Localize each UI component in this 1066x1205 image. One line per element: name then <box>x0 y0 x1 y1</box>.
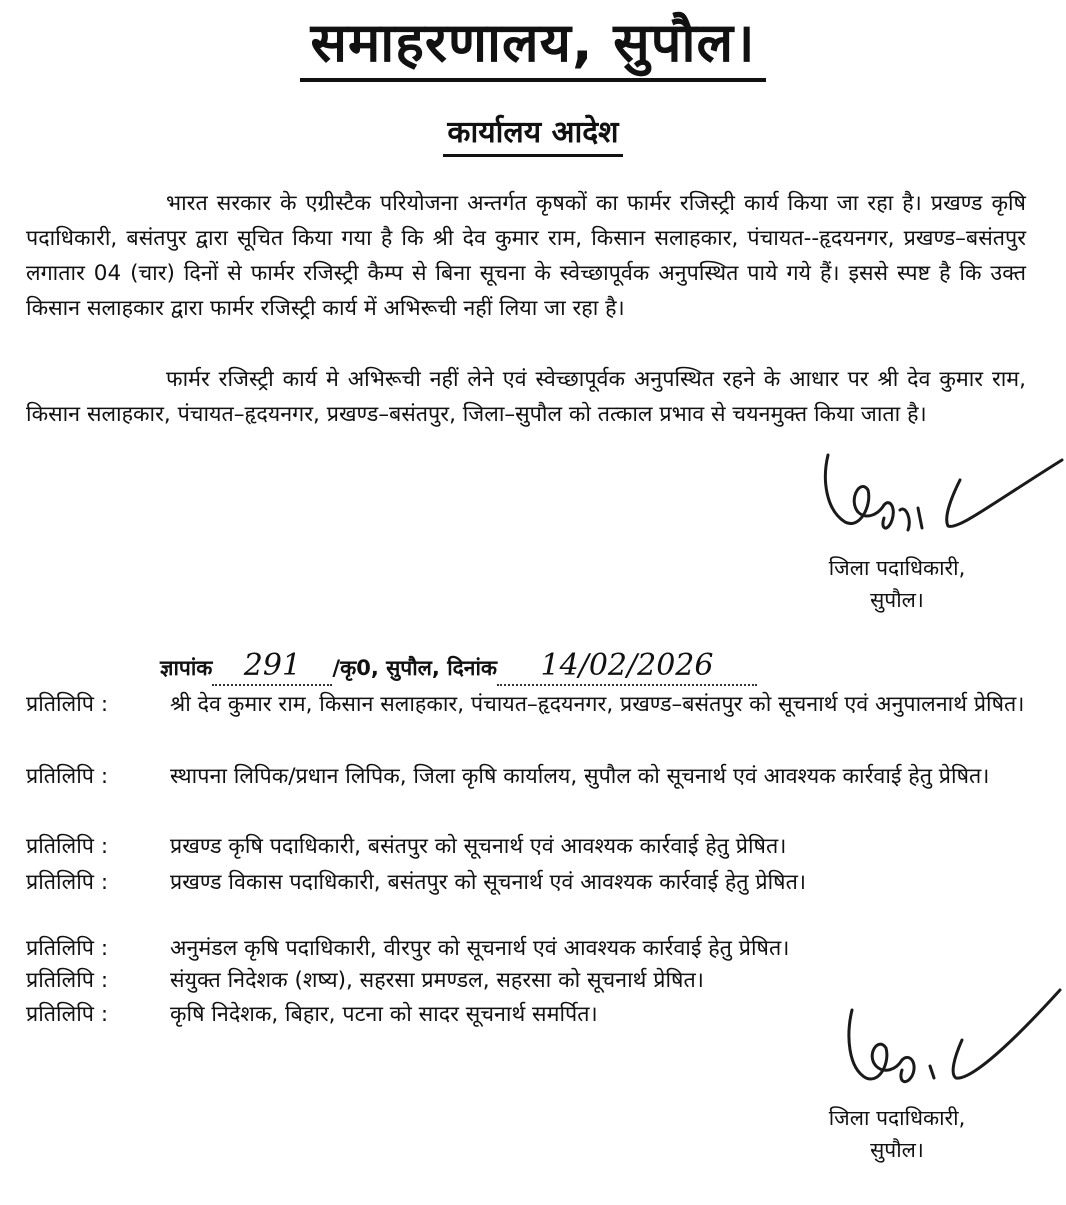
office-heading <box>0 8 1066 82</box>
memo-number: 291 <box>212 648 332 686</box>
copy-text: अनुमंडल कृषि पदाधिकारी, वीरपुर को सूचनार्थ एवं आवश्यक कार्रवाई हेतु प्रेषित। <box>170 936 790 961</box>
copy-item <box>26 830 1026 863</box>
signature-1-stroke <box>825 455 884 524</box>
signatory-designation: जिला पदाधिकारी, <box>828 556 966 580</box>
memo-date: 14/02/2026 <box>497 648 757 686</box>
signature-1-mark-b <box>918 508 922 528</box>
order-paragraph-1: भारत सरकार के एग्रीस्टैक परियोजना अन्तर्गत कृषकों का फार्मर रजिस्ट्री कार्य किया जा रहा है। प्रखण्ड कृषि पदाधिकारी, बसंतपुर द्वारा सूचित किया गया है कि श्री देव कुमार राम, किसान सलाहकार, पंचायत--हृदयनगर, प्रखण्ड–बसंतपुर लगातार 04 (चार) दिनों से फार्मर रजिस्ट्री कैम्प से बिना सूचना के स्वेच्छापूर्वक अनुपस्थित पाये गये हैं। इससे स्पष्ट है कि उक्त किसान सलाहकार द्वारा फार्मर रजिस्ट्री कार्य में अभिरूची नहीं लिया जा रहा है। <box>26 191 1026 321</box>
copy-label: प्रतिलिपि : <box>26 870 109 895</box>
signatory-designation: जिला पदाधिकारी, <box>828 1106 966 1130</box>
copy-label: प्रतिलिपि : <box>26 834 109 859</box>
signatory-place: सुपौल। <box>870 1138 924 1162</box>
copy-item <box>26 932 1026 965</box>
office-heading-text: समाहरणालय, सुपौल। <box>300 8 765 82</box>
order-title <box>0 112 1066 157</box>
memo-number-line <box>160 648 1040 686</box>
signature-block-2 <box>792 1102 1002 1166</box>
copy-text: प्रखण्ड विकास पदाधिकारी, बसंतपुर को सूचनार्थ एवं आवश्यक कार्रवाई हेतु प्रेषित। <box>170 870 807 895</box>
copy-label: प्रतिलिपि : <box>26 1002 109 1027</box>
copy-item <box>26 866 1026 899</box>
copy-item <box>26 688 1026 721</box>
copy-text: स्थापना लिपिक/प्रधान लिपिक, जिला कृषि कार्यालय, सुपौल को सूचनार्थ एवं आवश्यक कार्रवाई हेतु प्रेषित। <box>170 764 990 789</box>
copy-item <box>26 760 1026 793</box>
memo-middle: /कृ0, सुपौल, दिनांक <box>332 656 498 680</box>
signatory-place: सुपौल। <box>870 588 924 612</box>
copy-label: प्रतिलिपि : <box>26 936 109 961</box>
memo-prefix: ज्ञापांक <box>160 656 213 680</box>
copy-text: प्रखण्ड कृषि पदाधिकारी, बसंतपुर को सूचनार्थ एवं आवश्यक कार्रवाई हेतु प्रेषित। <box>170 834 787 859</box>
copy-label: प्रतिलिपि : <box>26 968 109 993</box>
copy-text: कृषि निदेशक, बिहार, पटना को सादर सूचनार्थ समर्पित। <box>170 1002 598 1027</box>
copy-item <box>26 964 1026 997</box>
signature-2-loop <box>901 1057 914 1081</box>
signature-1-loop <box>883 503 893 528</box>
copy-item <box>26 998 1026 1031</box>
order-title-text: कार्यालय आदेश <box>443 112 622 157</box>
signature-2-mark <box>930 1066 934 1078</box>
copy-text: श्री देव कुमार राम, किसान सलाहकार, पंचायत–हृदयनगर, प्रखण्ड–बसंतपुर को सूचनार्थ एवं अनुपालनार्थ प्रेषित। <box>170 692 1025 717</box>
copy-label: प्रतिलिपि : <box>26 764 109 789</box>
copy-label: प्रतिलिपि : <box>26 692 109 717</box>
signature-1-tail <box>947 460 1062 526</box>
signature-block-1 <box>792 552 1002 616</box>
signature-1-mark-a <box>900 509 909 530</box>
order-paragraph-2: फार्मर रजिस्ट्री कार्य मे अभिरूची नहीं लेने एवं स्वेच्छापूर्वक अनुपस्थित रहने के आधार पर श्री देव कुमार राम, किसान सलाहकार, पंचायत–हृदयनगर, प्रखण्ड–बसंतपुर, जिला–सुपौल को तत्काल प्रभाव से चयनमुक्त किया जाता है। <box>26 367 1026 427</box>
copy-text: संयुक्त निदेशक (शष्य), सहरसा प्रमण्डल, सहरसा को सूचनार्थ प्रेषित। <box>170 968 704 993</box>
